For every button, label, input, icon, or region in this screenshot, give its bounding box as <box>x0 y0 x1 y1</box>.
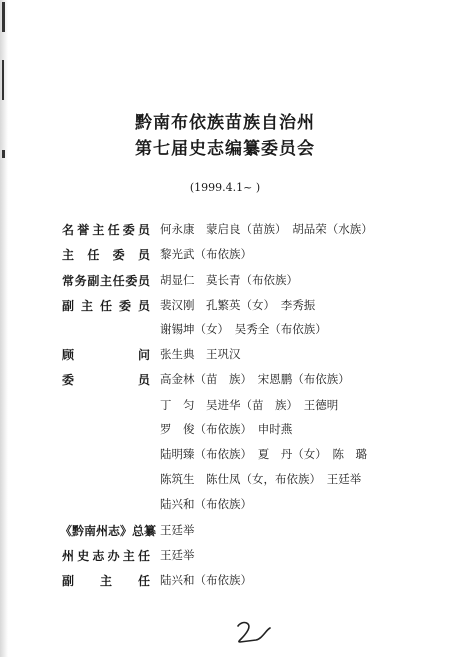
document-title-line-1: 黔南布依族苗族自治州 <box>135 113 315 133</box>
member-row <box>0 272 450 292</box>
scan-margin-mark <box>2 60 4 100</box>
member-row <box>0 371 450 391</box>
member-row <box>0 471 450 491</box>
role-label: 委 员 <box>62 373 150 387</box>
member-row <box>0 522 450 542</box>
member-row <box>0 496 450 516</box>
member-names: 胡显仁 莫长青（布依族） <box>160 273 298 287</box>
member-names: 陆兴和（布依族） <box>160 497 252 511</box>
member-names: 张生典 王巩汉 <box>160 347 241 361</box>
member-names: 王廷举 <box>160 548 195 562</box>
role-label: 名誉主任委员 <box>62 223 150 237</box>
term-date-range: (1999.4.1~ ) <box>189 181 261 194</box>
member-row <box>0 446 450 466</box>
scan-margin-mark <box>2 2 5 32</box>
member-names: 陆兴和（布依族） <box>160 573 252 587</box>
member-names: 丁 匀 吴进华（苗 族） 王德明 <box>160 398 339 412</box>
member-names: 何永康 蒙启良（苗族） 胡品荣（水族） <box>160 222 373 236</box>
document-title-line-2: 第七届史志编纂委员会 <box>135 139 315 159</box>
member-names: 王廷举 <box>160 523 195 537</box>
role-label: 副主任委员 <box>62 299 150 313</box>
member-row <box>0 221 450 241</box>
role-label: 主 任 委 员 <box>62 248 150 262</box>
member-row <box>0 297 450 317</box>
member-names: 陆明臻（布依族） 夏 丹（女） 陈 璐 <box>160 447 367 461</box>
role-label: 副 主 任 <box>62 574 150 588</box>
member-row <box>0 346 450 366</box>
member-row <box>0 246 450 266</box>
role-label: 州史志办主任 <box>62 549 150 563</box>
member-names: 高金林（苗 族） 宋恩鹏（布依族） <box>160 372 350 386</box>
member-names: 谢锡坤（女） 吴秀全（布依族） <box>160 322 327 336</box>
member-names: 陈筑生 陈仕凤（女，布依族） 王廷举 <box>160 472 362 486</box>
member-row <box>0 397 450 417</box>
member-row <box>0 321 450 341</box>
member-names: 罗 俊（布依族） 申时燕 <box>160 422 293 436</box>
member-row <box>0 421 450 441</box>
handwritten-page-mark <box>232 618 274 646</box>
role-label: 顾 问 <box>62 348 150 362</box>
member-row <box>0 547 450 567</box>
member-row <box>0 572 450 592</box>
role-label: 常务副主任委员 <box>62 274 150 288</box>
member-names: 黎光武（布依族） <box>160 247 252 261</box>
member-names: 裴汉刚 孔繁英（女） 李秀振 <box>160 298 316 312</box>
role-label: 《黔南州志》总纂 <box>60 524 157 538</box>
